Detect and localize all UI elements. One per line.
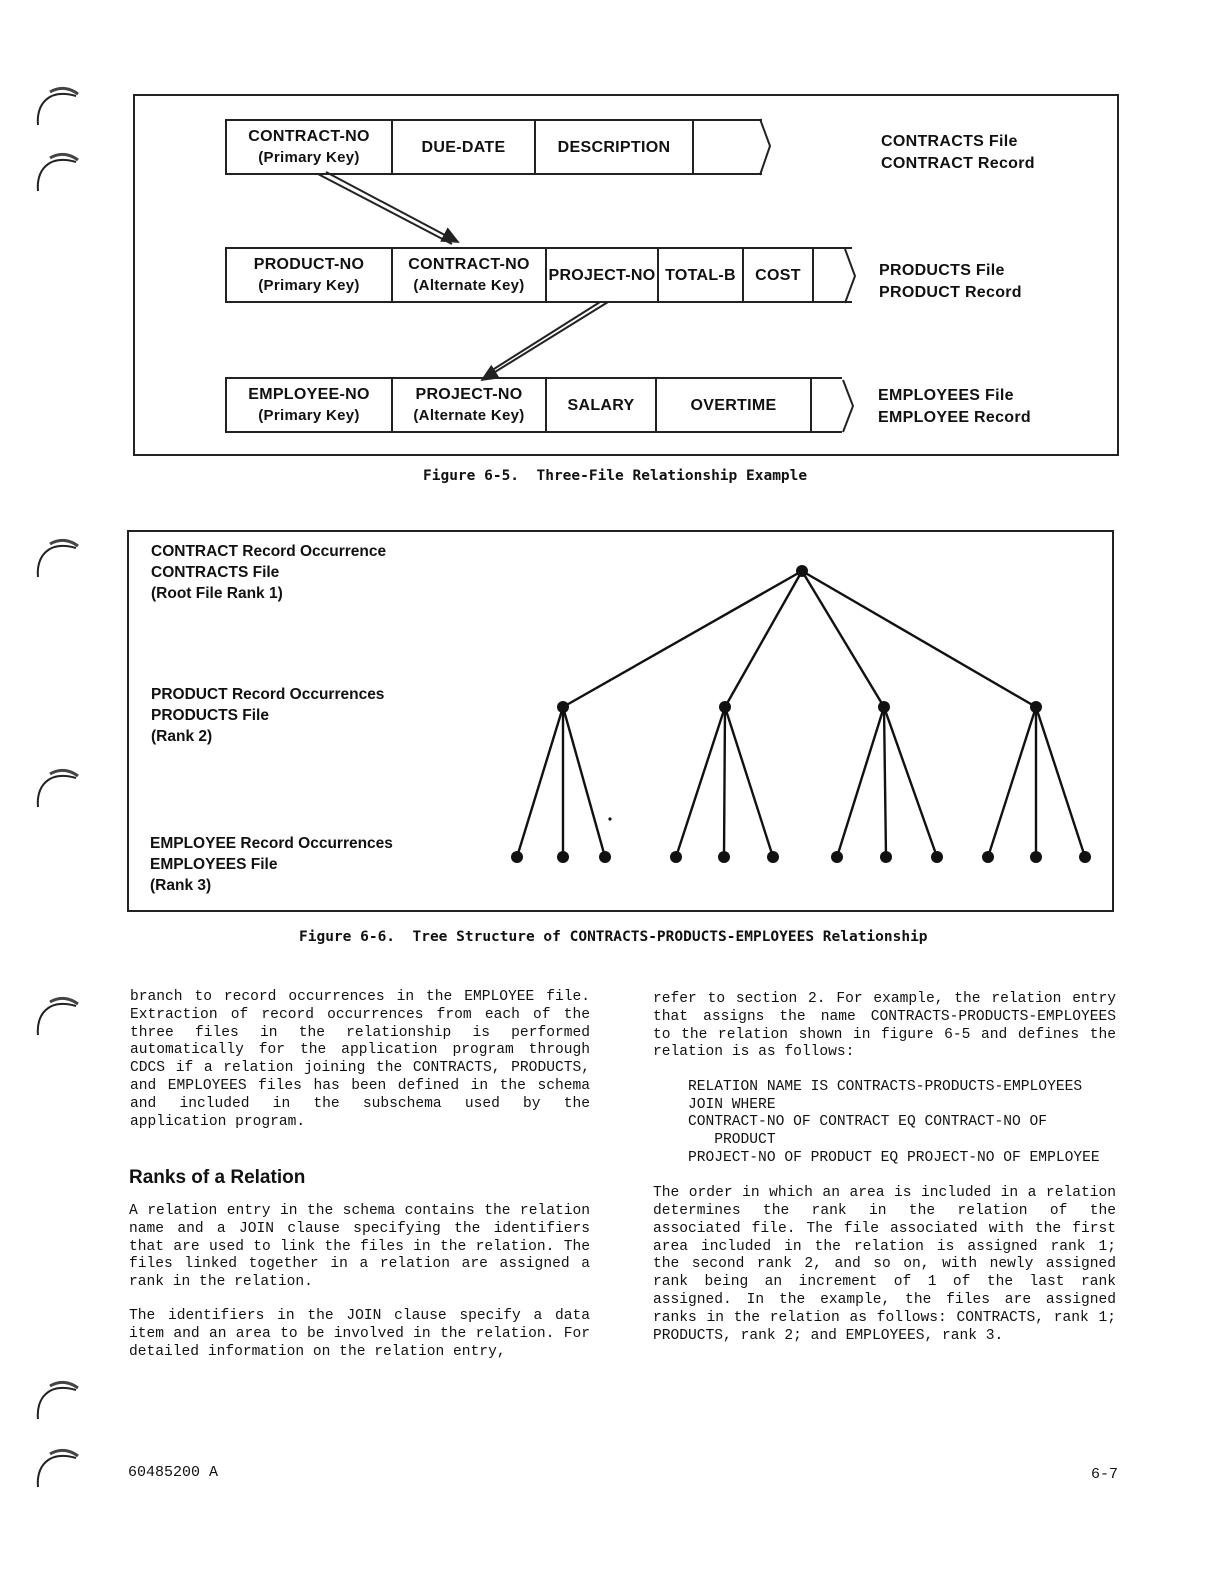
field-name: PROJECT-NO — [548, 266, 656, 284]
field-name: OVERTIME — [690, 396, 777, 414]
left-paragraph-1: branch to record occurrences in the EMPLOYEE file. Extraction of record occurrences from each of the three files in the relationship is performed automatically for the application program through CDCS if a relation joining the CONTRACTS, PRODUCTS, and EMPLOYEES files has been defined in the schema and included in the subschema used by the application program. — [130, 989, 590, 1130]
right-paragraph-2: The order in which an area is included in a relation determines the rank in the relation of the associated file. The file associated with the first area included in the relation is assigned rank 1; the second rank 2, and so on, with newly assigned rank being an increment of 1 of the last rank assigned. In the example, the files are assigned ranks in the relation as follows: CONTRACTS, rank 1; PRODUCTS, rank 2; and EMPLOYEES, rank 3. — [653, 1185, 1116, 1344]
employee-record — [225, 377, 842, 433]
binder-hole-mark — [28, 146, 88, 196]
binder-hole-mark — [28, 1442, 88, 1492]
contract-record — [225, 119, 762, 175]
file-name: PRODUCTS File — [879, 262, 1005, 279]
figure-6-5-caption: Figure 6-5. Three-File Relationship Example — [423, 468, 808, 484]
field-note: (Primary Key) — [258, 277, 360, 294]
section-heading: Ranks of a Relation — [129, 1167, 306, 1188]
field-open-end — [810, 377, 842, 433]
product-record — [225, 247, 852, 303]
field-contract-no-alt — [391, 247, 547, 303]
field-note: (Alternate Key) — [413, 277, 525, 294]
left-paragraph-2: A relation entry in the schema contains the relation name and a JOIN clause specifying the identifiers that are used to link the files in the relation. The files linked together in a relation are assigned a rank in the relation. — [129, 1203, 590, 1291]
rank: (Rank 3) — [150, 877, 212, 894]
field-name: SALARY — [567, 396, 635, 414]
record-name: EMPLOYEE Record — [878, 409, 1031, 426]
page-number: 6-7 — [1091, 1466, 1119, 1483]
field-salary — [545, 377, 657, 433]
field-note: (Primary Key) — [258, 149, 360, 166]
field-employee-no — [225, 377, 393, 433]
field-project-no — [545, 247, 659, 303]
field-contract-no — [225, 119, 393, 175]
field-product-no — [225, 247, 393, 303]
field-name: PROJECT-NO — [415, 386, 523, 403]
binder-hole-mark — [28, 532, 88, 582]
code-line: PROJECT-NO OF PRODUCT EQ PROJECT-NO OF EMPLOYEE — [688, 1149, 1100, 1166]
record-occurrence: CONTRACT Record Occurrence — [151, 543, 387, 560]
field-due-date — [391, 119, 536, 175]
rank: (Root File Rank 1) — [151, 585, 283, 602]
right-column — [653, 991, 1116, 1345]
file-name: EMPLOYEES File — [878, 387, 1014, 404]
figure-6-6-caption: Figure 6-6. Tree Structure of CONTRACTS-PRODUCTS-EMPLOYEES Relationship — [299, 929, 928, 945]
field-overtime — [655, 377, 812, 433]
record-occurrence: PRODUCT Record Occurrences — [151, 686, 385, 703]
contract-file-label — [881, 131, 1035, 175]
record-name: PRODUCT Record — [879, 284, 1022, 301]
field-name: CONTRACT-NO — [408, 256, 530, 273]
file-name: PRODUCTS File — [151, 707, 269, 724]
field-note: (Alternate Key) — [413, 407, 525, 424]
record-name: CONTRACT Record — [881, 155, 1035, 172]
right-paragraph-1: refer to section 2. For example, the relation entry that assigns the name CONTRACTS-PRODUCTS-EMPLOYEES to the relation shown in figure 6-5 and defines the relation is as follows: — [653, 991, 1116, 1061]
code-line: RELATION NAME IS CONTRACTS-PRODUCTS-EMPLOYEES — [688, 1079, 1083, 1096]
field-name: DUE-DATE — [421, 138, 506, 156]
binder-hole-mark — [28, 1374, 88, 1424]
code-line: CONTRACT-NO OF CONTRACT EQ CONTRACT-NO OF — [688, 1114, 1048, 1131]
left-column — [130, 989, 590, 1131]
field-project-no-alt — [391, 377, 547, 433]
code-line: PRODUCT — [688, 1131, 776, 1148]
record-occurrence: EMPLOYEE Record Occurrences — [150, 835, 393, 852]
field-name: TOTAL-B — [665, 266, 736, 284]
field-name: COST — [755, 266, 801, 284]
file-name: CONTRACTS File — [881, 133, 1018, 150]
rank: (Rank 2) — [151, 728, 213, 745]
binder-hole-mark — [28, 990, 88, 1040]
relation-code-block — [688, 1079, 1116, 1167]
left-paragraph-3: The identifiers in the JOIN clause specify a data item and an area to be involved in the relation. For detailed information on the relation entry, — [129, 1307, 590, 1360]
left-column-lower — [129, 1203, 590, 1361]
employee-file-label — [878, 385, 1031, 429]
document-number: 60485200 A — [128, 1464, 219, 1481]
binder-hole-mark — [28, 80, 88, 130]
tree-level-3-label — [150, 833, 393, 896]
file-name: CONTRACTS File — [151, 564, 280, 581]
field-name: PRODUCT-NO — [253, 256, 365, 273]
tree-level-2-label — [151, 684, 384, 747]
file-name: EMPLOYEES File — [150, 856, 278, 873]
field-name: DESCRIPTION — [557, 138, 671, 156]
code-line: JOIN WHERE — [688, 1096, 776, 1113]
field-description — [534, 119, 694, 175]
tree-level-1-label — [151, 541, 386, 604]
field-cost — [742, 247, 814, 303]
field-open-end — [812, 247, 852, 303]
product-file-label — [879, 260, 1022, 304]
binder-hole-mark — [28, 762, 88, 812]
field-total-b — [657, 247, 744, 303]
field-name: CONTRACT-NO — [248, 128, 370, 145]
field-name: EMPLOYEE-NO — [248, 386, 370, 403]
field-note: (Primary Key) — [258, 407, 360, 424]
field-open-end — [692, 119, 762, 175]
